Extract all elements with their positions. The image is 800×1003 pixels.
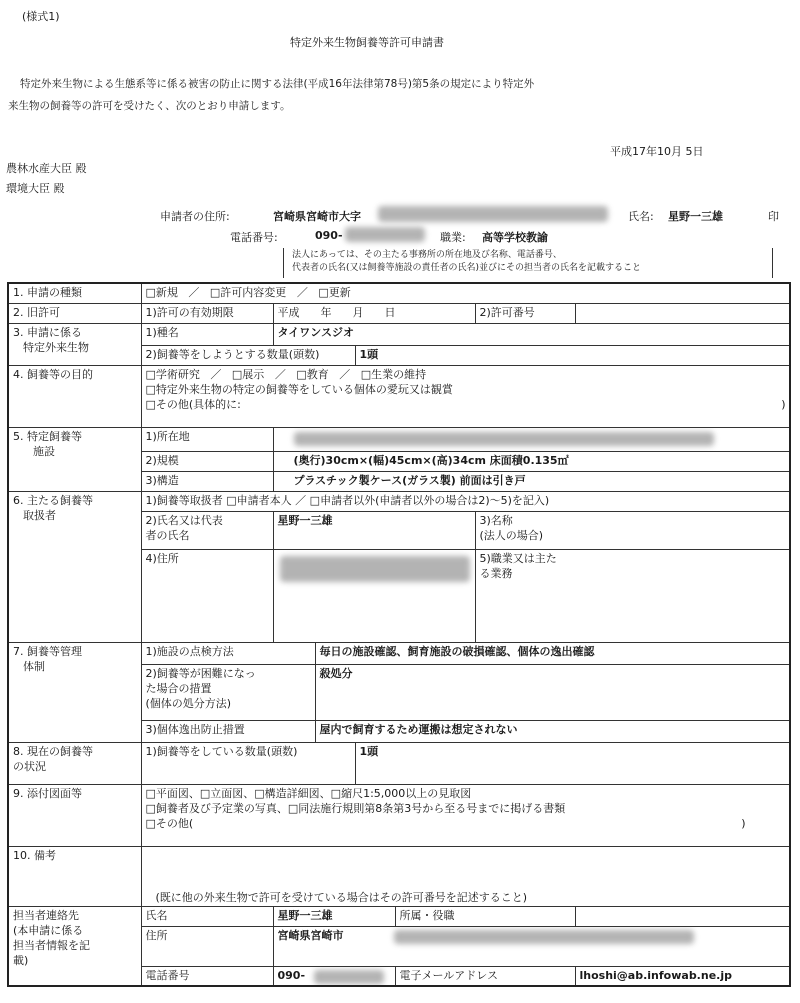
section-2-label: 2. 旧許可 (8, 303, 141, 323)
contact-dept-label: 所属・役職 (395, 906, 575, 926)
handler-name-label-line1: 2)氏名又は代表 (145, 513, 223, 527)
option-change[interactable]: □許可内容変更 (209, 286, 287, 299)
contact-dept-value[interactable] (575, 906, 790, 926)
contact-phone-text: 090- (277, 968, 306, 982)
note-line-2: 代表者の氏名(又は飼養等施設の責任者の氏名)並びにその担当者の氏名を記載すること (292, 263, 642, 273)
redacted-contact-phone (314, 970, 384, 984)
contact-label-line4: 載) (13, 953, 29, 967)
species-label: 1)種名 (141, 323, 273, 345)
addressee-2: 環境大臣 殿 (6, 182, 65, 195)
option-renew[interactable]: □更新 (318, 286, 351, 299)
row-facility-location (8, 427, 790, 451)
occupation-label: 職業: (440, 231, 466, 244)
current-count-label: 1)飼養等をしている数量(頭数) (141, 742, 355, 784)
applicant-address-label: 申請者の住所: (160, 210, 230, 223)
permit-expiry-label: 1)許可の有効期限 (141, 303, 273, 323)
application-table (7, 282, 791, 987)
contact-label-line3: 担当者情報を記 (13, 938, 90, 952)
day-label: 日 (384, 305, 396, 319)
section-9-label: 9. 添付図面等 (8, 784, 141, 846)
option-livelihood[interactable]: □生業の維持 (360, 367, 427, 381)
redacted-address (378, 206, 608, 222)
remarks-note: (既に他の外来生物で許可を受けている場合はその許可番号を記述すること) (155, 890, 528, 904)
row-current-status (8, 742, 790, 784)
contact-address-text: 宮崎県宮崎市 (277, 928, 344, 942)
contact-label-line2: (本申請に係る (13, 923, 84, 937)
corporation-note (283, 248, 773, 278)
handler-address-value[interactable] (273, 549, 475, 642)
closing-paren: ) (741, 816, 746, 830)
org-label-line1: 3)名称 (479, 513, 513, 527)
section-8-label-line1: 8. 現在の飼養等 (13, 744, 93, 758)
redacted-location (294, 432, 714, 446)
redacted-contact-address (394, 930, 694, 944)
org-label-line2: (法人の場合) (479, 528, 544, 542)
option-new[interactable]: □新規 (145, 286, 178, 299)
facility-location-value[interactable] (273, 427, 790, 451)
option-pet[interactable]: □特定外来生物の特定の飼養等をしている個体の愛玩又は観賞 (145, 382, 453, 396)
contact-email-value[interactable]: lhoshi@ab.infowab.ne.jp (575, 966, 790, 986)
separator: ／ (296, 286, 308, 299)
purpose-options (141, 365, 790, 427)
year-label: 年 (320, 305, 332, 319)
option-other-label: □その他(具体的に: (145, 397, 241, 411)
handler-job-label (475, 549, 790, 642)
contact-phone-value[interactable] (273, 966, 395, 986)
job-label-line1: 5)職業又は主た (479, 551, 557, 565)
section-6-label-line1: 6. 主たる飼養等 (13, 493, 93, 507)
facility-size-value[interactable]: (奥行)30cm×(幅)45cm×(高)34cm 床面積0.135㎡ (273, 451, 790, 471)
row-inspection (8, 642, 790, 664)
section-7-label (8, 642, 141, 742)
section-3-label-line1: 3. 申請に係る (13, 325, 82, 339)
application-date: 平成17年10月 5日 (610, 145, 704, 158)
section-5-label-line1: 5. 特定飼養等 (13, 429, 82, 443)
handler-type-options[interactable]: 1)飼養等取扱者 □申請者本人 ／ □申請者以外(申請者以外の場合は2)～5)を記入) (141, 491, 790, 511)
section-3-label (8, 323, 141, 365)
handler-name-value[interactable]: 星野一三雄 (273, 511, 475, 549)
section-3-label-line2: 特定外来生物 (23, 340, 89, 354)
attachment-line-2[interactable]: □飼養者及び予定業の写真、□同法施行規則第8条第3号から至る号までに掲げる書類 (145, 801, 566, 815)
form-title: 特定外来生物飼養等許可申請書 (290, 36, 444, 49)
section-5-label-line2: 施設 (33, 444, 55, 458)
permit-expiry-date[interactable] (273, 303, 475, 323)
row-previous-permit (8, 303, 790, 323)
difficulty-label-line1: 2)飼養等が困難になっ (145, 666, 256, 680)
section-8-label (8, 742, 141, 784)
separator: ／ (274, 367, 286, 381)
phone-label: 電話番号: (230, 231, 278, 244)
inspection-value[interactable]: 毎日の施設確認、飼育施設の破損確認、個体の逸出確認 (315, 642, 790, 664)
intro-line-2: 来生物の飼養等の許可を受けたく、次のとおり申請します。 (8, 100, 291, 112)
applicant-occupation: 高等学校教諭 (482, 231, 548, 244)
permit-number-value[interactable] (575, 303, 790, 323)
escape-prevention-value[interactable]: 屋内で飼育するため運搬は想定されない (315, 720, 790, 742)
row-remarks (8, 846, 790, 906)
attachment-options (141, 784, 790, 846)
applicant-address: 宮崎県宮崎市大字 (273, 210, 361, 223)
contact-address-value[interactable] (273, 926, 790, 966)
handler-address-label: 4)住所 (141, 549, 273, 642)
difficulty-label-line3: (個体の処分方法) (145, 696, 232, 710)
facility-size-label: 2)規模 (141, 451, 273, 471)
redacted-phone (345, 227, 425, 242)
contact-email-label: 電子メールアドレス (395, 966, 575, 986)
section-5-label (8, 427, 141, 491)
option-other[interactable] (146, 397, 786, 412)
separator: ／ (188, 286, 200, 299)
option-exhibit[interactable]: □展示 (231, 367, 265, 381)
facility-structure-label: 3)構造 (141, 471, 273, 491)
section-8-label-line2: の状況 (13, 759, 46, 773)
separator: ／ (339, 367, 351, 381)
note-line-1: 法人にあっては、その主たる事務所の所在地及び名称、電話番号、 (292, 250, 562, 260)
org-name-label (475, 511, 790, 549)
contact-phone-label: 電話番号 (141, 966, 273, 986)
section-6-label (8, 491, 141, 642)
era-label: 平成 (277, 305, 300, 319)
row-contact-name (8, 906, 790, 926)
contact-address-label: 住所 (141, 926, 273, 966)
handler-name-label-line2: 者の氏名 (145, 528, 190, 542)
count-value[interactable]: 1頭 (355, 345, 790, 365)
option-research[interactable]: □学術研究 (145, 367, 200, 381)
application-type-options (141, 283, 790, 303)
difficulty-value[interactable]: 殺処分 (315, 664, 790, 720)
contact-name-label: 氏名 (141, 906, 273, 926)
contact-name-value[interactable]: 星野一三雄 (273, 906, 395, 926)
contact-label-line1: 担当者連絡先 (13, 908, 79, 922)
count-label: 2)飼養等をしようとする数量(頭数) (141, 345, 355, 365)
section-10-label: 10. 備考 (8, 846, 141, 906)
difficulty-label-line2: た場合の措置 (145, 681, 212, 695)
job-label-line2: る業務 (479, 566, 513, 580)
row-attachments (8, 784, 790, 846)
row-handler-type (8, 491, 790, 511)
applicant-name: 星野一三雄 (668, 210, 723, 223)
option-education[interactable]: □教育 (296, 367, 329, 381)
inspection-label: 1)施設の点検方法 (141, 642, 315, 664)
seal-mark: 印 (768, 210, 779, 223)
attachment-line-1[interactable]: □平面図、□立面図、□構造詳細図、□縮尺1:5,000以上の見取図 (145, 786, 472, 800)
separator: ／ (210, 367, 222, 381)
closing-paren: ) (781, 397, 786, 411)
name-label: 氏名: (628, 210, 654, 223)
row-application-type (8, 283, 790, 303)
current-count-value[interactable]: 1頭 (355, 742, 790, 784)
remarks-value[interactable] (141, 846, 790, 906)
escape-prevention-label: 3)個体逸出防止措置 (141, 720, 315, 742)
species-value[interactable]: タイワンスジオ (273, 323, 790, 345)
section-4-label: 4. 飼養等の目的 (8, 365, 141, 427)
row-purpose (8, 365, 790, 427)
addressee-1: 農林水産大臣 殿 (6, 162, 87, 175)
row-species (8, 323, 790, 345)
attachment-other-label: □その他( (145, 816, 194, 830)
month-label: 月 (352, 305, 364, 319)
attachment-line-3[interactable] (146, 816, 786, 831)
form-number: (様式1) (22, 10, 60, 23)
intro-line-1: 特定外来生物による生態系等に係る被害の防止に関する法律(平成16年法律第78号)第5条の規定により特定外 (20, 78, 535, 90)
facility-structure-value[interactable]: プラスチック製ケース(ガラス製) 前面は引き戸 (273, 471, 790, 491)
section-7-label-line2: 体制 (23, 659, 45, 673)
section-6-label-line2: 取扱者 (23, 508, 56, 522)
purpose-line-1 (146, 367, 786, 382)
section-1-label: 1. 申請の種類 (8, 283, 141, 303)
section-7-label-line1: 7. 飼養等管理 (13, 644, 82, 658)
redacted-handler-address (280, 556, 470, 582)
facility-location-label: 1)所在地 (141, 427, 273, 451)
handler-name-label (141, 511, 273, 549)
permit-number-label: 2)許可番号 (475, 303, 575, 323)
contact-label (8, 906, 141, 986)
applicant-phone: 090- (315, 229, 343, 242)
difficulty-label (141, 664, 315, 720)
